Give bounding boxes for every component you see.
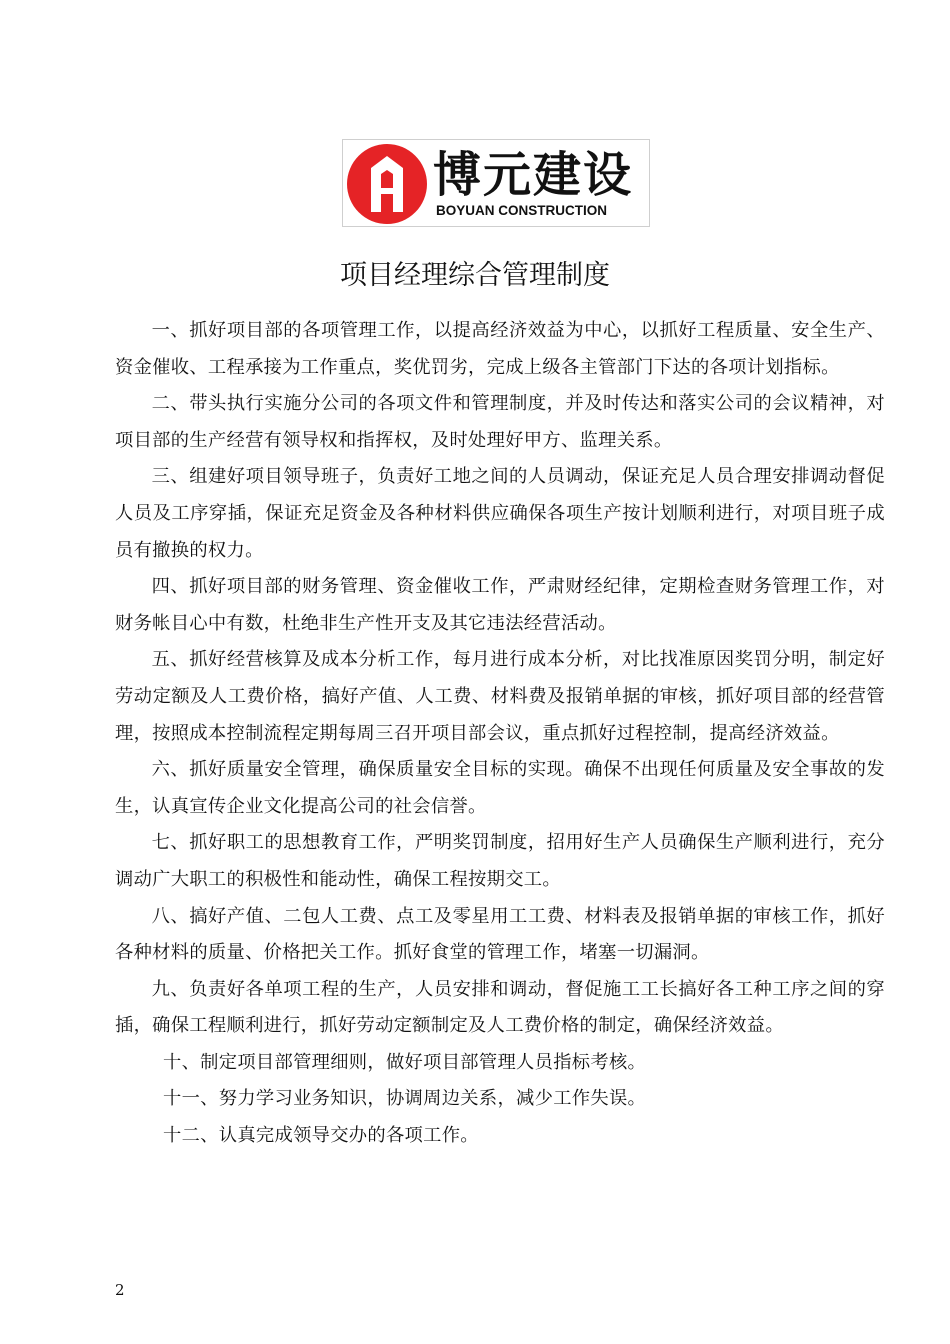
paragraph-4: 四、抓好项目部的财务管理、资金催收工作，严肃财经纪律，定期检查财务管理工作，对财务帐目心中有数，杜绝非生产性开支及其它违法经营活动。 xyxy=(115,576,885,634)
logo-english-name: BOYUAN CONSTRUCTION xyxy=(436,203,607,218)
paragraph-9: 九、负责好各单项工程的生产，人员安排和调动，督促施工工长搞好各工种工序之间的穿插，确保工程顺利进行，抓好劳动定额制定及人工费价格的制定，确保经济效益。 xyxy=(115,978,885,1037)
paragraph-8: 八、搞好产值、二包人工费、点工及零星用工工费、材料表及报销单据的审核工作，抓好各种材料的质量、价格把关工作。抓好食堂的管理工作，堵塞一切漏洞。 xyxy=(115,905,885,964)
paragraph-2: 二、带头执行实施分公司的各项文件和管理制度，并及时传达和落实公司的会议精神，对项目部的生产经营有领导权和指挥权，及时处理好甲方、监理关系。 xyxy=(115,393,885,451)
paragraph-10: 十、制定项目部管理细则，做好项目部管理人员指标考核。 xyxy=(163,1051,647,1073)
paragraph-12: 十二、认真完成领导交办的各项工作。 xyxy=(163,1125,479,1147)
paragraph-1: 一、抓好项目部的各项管理工作，以提高经济效益为中心，以抓好工程质量、安全生产、资金催收、工程承接为工作重点，奖优罚劣，完成上级各主管部门下达的各项计划指标。 xyxy=(115,320,885,378)
paragraph-5: 五、抓好经营核算及成本分析工作，每月进行成本分析，对比找准原因奖罚分明，制定好劳动定额及人工费价格，搞好产值、人工费、材料费及报销单据的审核，抓好项目部的经营管理，按照成本控制流程定期每周三召开项目部会议，重点抓好过程控制，提高经济效益。 xyxy=(115,649,885,744)
logo-chinese-name: 博元建设 xyxy=(433,147,634,203)
paragraph-7: 七、抓好职工的思想教育工作，严明奖罚制度，招用好生产人员确保生产顺利进行，充分调动广大职工的积极性和能动性，确保工程按期交工。 xyxy=(115,832,885,890)
paragraph-3: 三、组建好项目领导班子，负责好工地之间的人员调动，保证充足人员合理安排调动督促人员及工序穿插，保证充足资金及各种材料供应确保各项生产按计划顺利进行，对项目班子成员有撤换的权力。 xyxy=(115,466,885,561)
paragraph-6: 六、抓好质量安全管理，确保质量安全目标的实现。确保不出现任何质量及安全事故的发生，认真宣传企业文化提高公司的社会信誉。 xyxy=(115,759,885,817)
paragraph-11: 十一、努力学习业务知识，协调周边关系，减少工作失误。 xyxy=(163,1088,647,1110)
document-body xyxy=(115,313,885,1155)
document-title: 项目经理综合管理制度 xyxy=(340,260,610,291)
company-logo xyxy=(342,139,650,227)
page-number: 2 xyxy=(115,1281,125,1299)
logo-emblem-icon xyxy=(347,144,427,224)
